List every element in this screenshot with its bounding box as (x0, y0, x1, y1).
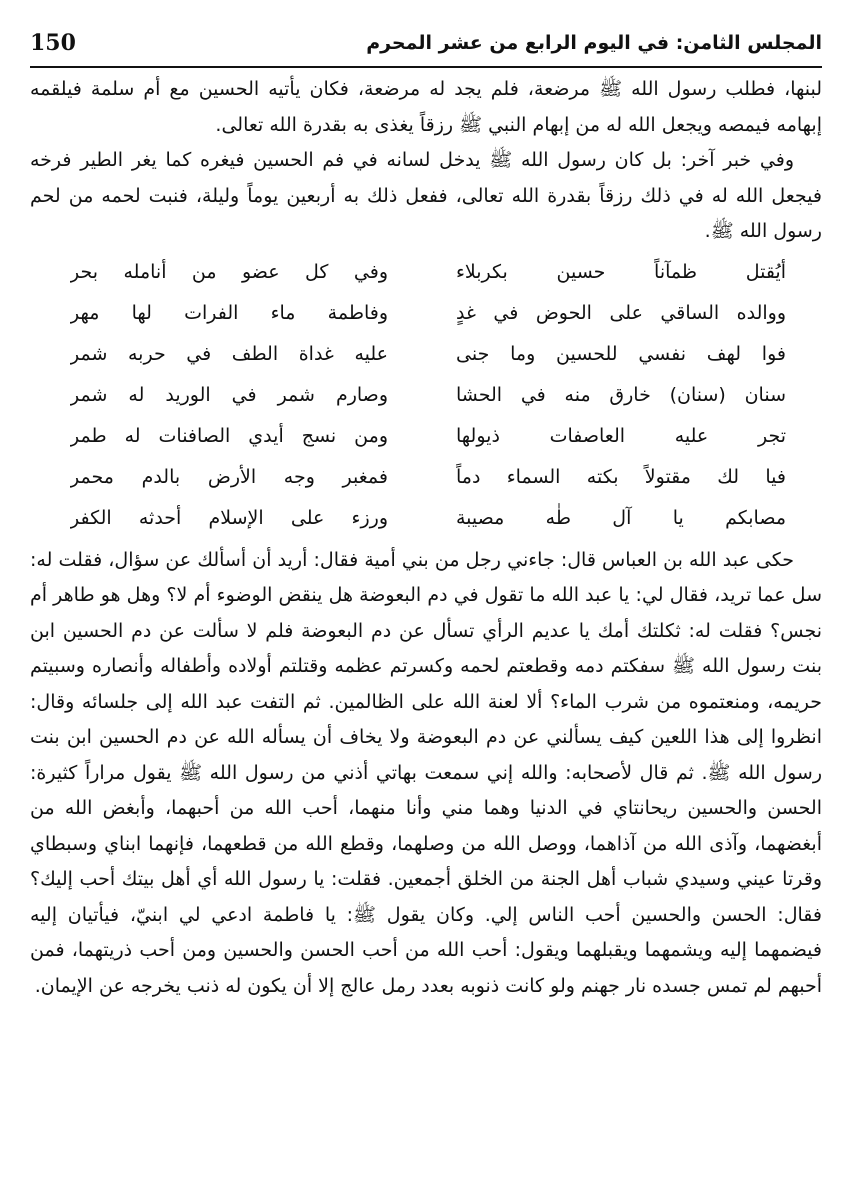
page-number: 150 (30, 30, 76, 56)
paragraph-2: وفي خبر آخر: بل كان رسول الله ﷺ يدخل لسانه في فم الحسين فيغره كما يغر الطير فرخه فيجعل الله له في ذلك رزقاً بقدرة الله تعالى، ففعل ذلك به أربعين يوماً وليلة، فنبت لحمه من لحم رسول الله ﷺ. (30, 149, 822, 242)
poem-verse (30, 252, 822, 293)
page-body (30, 72, 822, 1004)
poem-verse (30, 457, 822, 498)
page-header (30, 20, 822, 66)
paragraph-3: حكى عبد الله بن العباس قال: جاءني رجل من بني أمية فقال: أريد أن أسألك عن سؤال، فقلت له: سل عما تريد، فقال لي: يا عبد الله ما تقول في دم البعوضة هل ينقض الوضوء أم لا؟ وهل هو طاهر أم نجس؟ فقلت له: ثكلتك أمك يا عديم الرأي تسأل عن دم البعوضة فلم لا سألت عن دم الحسين ابن بنت رسول الله ﷺ سفكتم دمه وقطعتم لحمه وكسرتم عظمه وقتلتم أولاده وأطفاله وأنصاره وسبيتم حريمه، ومنعتموه من شرب الماء؟ ألا لعنة الله على الظالمين. ثم التفت عبد الله إلى جلسائه وقال: انظروا إلى هذا اللعين كيف يسألني عن دم البعوضة ولا يخاف أن يسأله الله عن دم الحسين ابن بنت رسول الله ﷺ. ثم قال لأصحابه: والله إني سمعت بهاتي أذني من رسول الله ﷺ يقول مراراً كثيرة: الحسن والحسين ريحانتاي في الدنيا وهما مني وأنا منهما، أحب الله من أحبهما، وأبغض الله من أبغضهما، وآذى الله من آذاهما، ووصل الله من وصلهما، وقطع الله من قطعهما، فإنهما ابناي وسبطاي وقرتا عيني وسيدي شباب أهل الجنة من الخلق أجمعين. فقلت: يا رسول الله أي أهل بيتك أحب إليك؟ فقال: الحسن والحسين أحب الناس إلي. وكان يقول ﷺ: يا فاطمة ادعي لي ابنيّ، فيأتيان إليه فيضمهما إليه ويشمهما ويقبلهما ويقول: أحب الله من أحب الحسن والحسين ومن أحب ذريتهما، فمن أحبهم لم تمس جسده نار جهنم ولو كانت ذنوبه بعدد رمل عالج إلا أن يكون له ذنب يخرجه عن الإيمان. (30, 548, 822, 997)
poem-verse (30, 293, 822, 334)
header-divider (30, 66, 822, 68)
verse-first-hemistich: فوا لهف نفسي للحسين وما جنى (456, 342, 786, 365)
verse-second-hemistich: فمغبر وجه الأرض بالدم محمر (70, 465, 388, 488)
poem-verse (30, 416, 822, 457)
verse-first-hemistich: ووالده الساقي على الحوض في غدٍ (456, 301, 786, 324)
verse-first-hemistich: تجر عليه العاصفات ذيولها (456, 424, 786, 447)
verse-second-hemistich: عليه غداة الطف في حربه شمر (70, 342, 388, 365)
verse-first-hemistich: فيا لك مقتولاً بكته السماء دماً (456, 465, 786, 488)
poem-verse (30, 375, 822, 416)
poem-verse (30, 334, 822, 375)
verse-second-hemistich: ورزء على الإسلام أحدثه الكفر (70, 506, 388, 529)
poem-verse (30, 498, 822, 539)
running-title: المجلس الثامن: في اليوم الرابع من عشر المحرم (366, 32, 822, 54)
verse-second-hemistich: ومن نسج أيدي الصافنات له طمر (70, 424, 388, 447)
paragraph-1: لبنها، فطلب رسول الله ﷺ مرضعة، فلم يجد له مرضعة، فكان يأتيه الحسين مع أم سلمة فيلقمه إبهامه فيمصه ويجعل الله له من إبهام النبي ﷺ رزقاً يغذى به بقدرة الله تعالى. (30, 78, 822, 136)
poem (30, 252, 822, 539)
verse-second-hemistich: وفي كل عضو من أنامله بحر (70, 260, 388, 283)
verse-second-hemistich: وصارم شمر في الوريد له شمر (70, 383, 388, 406)
verse-second-hemistich: وفاطمة ماء الفرات لها مهر (70, 301, 388, 324)
verse-first-hemistich: مصابكم يا آل طٰه مصيبة (456, 506, 786, 529)
verse-first-hemistich: سنان (سنان) خارق منه في الحشا (456, 383, 786, 406)
verse-first-hemistich: أيُقتل ظمآناً حسين بكربلاء (456, 260, 786, 283)
